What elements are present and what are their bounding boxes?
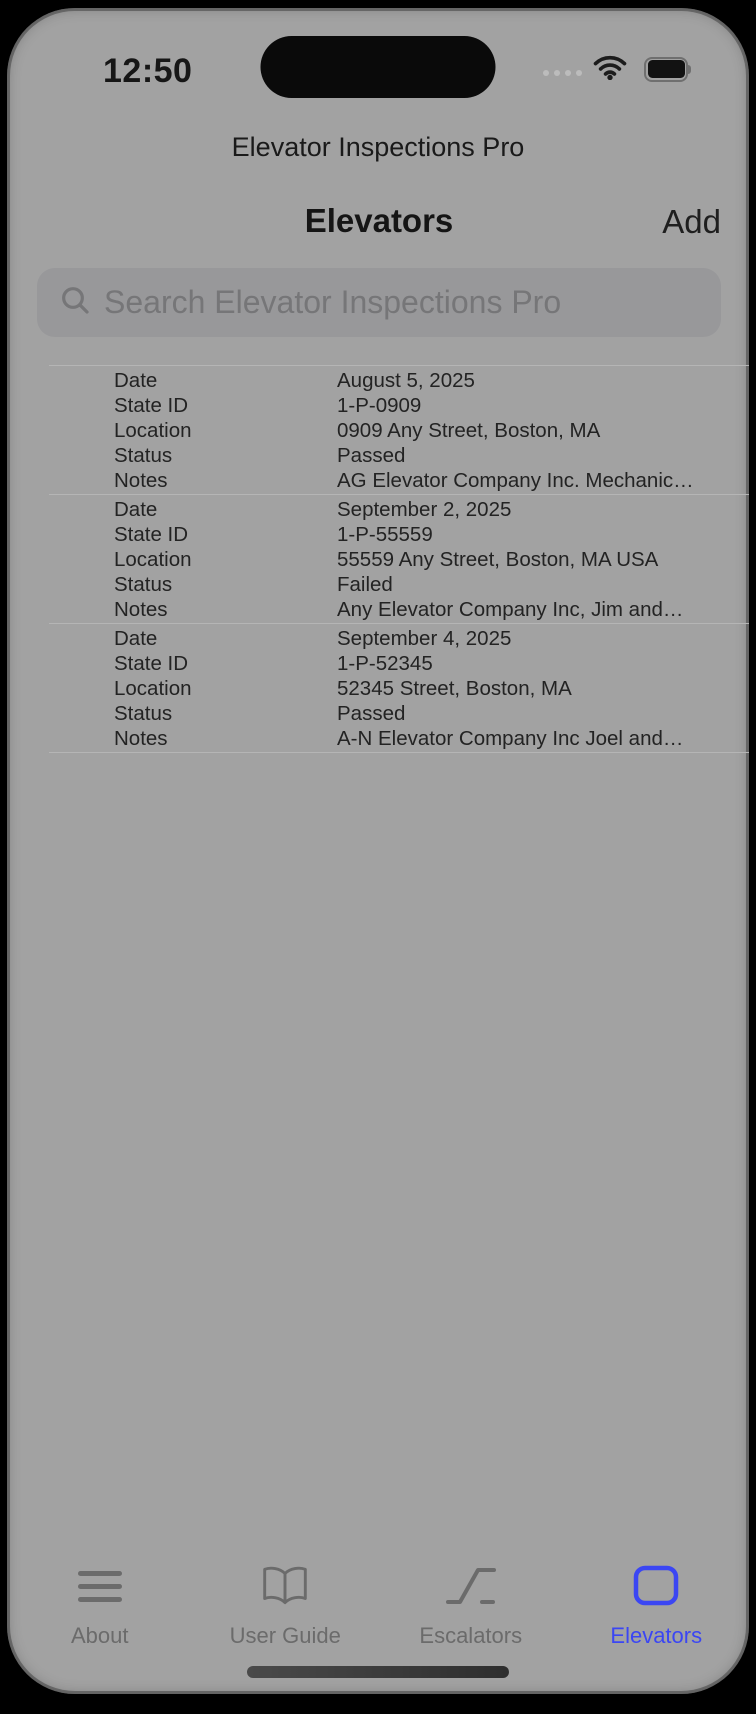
nav-header: [37, 202, 721, 244]
field-label: State ID: [114, 651, 189, 675]
field-value: Passed: [337, 443, 406, 467]
field-value: 55559 Any Street, Boston, MA USA: [337, 547, 659, 571]
field-value: Any Elevator Company Inc, Jim and…: [337, 597, 684, 621]
field-label: State ID: [114, 393, 189, 417]
add-button[interactable]: Add: [662, 203, 721, 240]
field-value: 52345 Street, Boston, MA: [337, 676, 572, 700]
field-label: State ID: [114, 522, 189, 546]
tab-label: Escalators: [419, 1623, 523, 1648]
dynamic-island: [261, 36, 496, 98]
home-indicator[interactable]: [247, 1666, 509, 1678]
inspection-list: [7, 365, 749, 753]
wifi-icon: [593, 54, 627, 85]
app-title: Elevator Inspections Pro: [231, 132, 525, 162]
field-label: Date: [114, 368, 158, 392]
field-value: 0909 Any Street, Boston, MA: [337, 418, 601, 442]
field-label: Notes: [114, 726, 168, 750]
escalator-icon: [445, 1561, 497, 1611]
tab-label: User Guide: [229, 1623, 341, 1648]
status-bar-time: 12:50: [103, 52, 193, 90]
elevator-icon: [633, 1561, 679, 1611]
field-label: Date: [114, 497, 158, 521]
tab-elevators[interactable]: [564, 1561, 750, 1649]
tab-about[interactable]: [7, 1561, 193, 1649]
field-value: August 5, 2025: [337, 368, 475, 392]
field-value: A-N Elevator Company Inc Joel and…: [337, 726, 684, 750]
field-label: Location: [114, 418, 192, 442]
list-item[interactable]: [49, 494, 749, 623]
tab-user-guide[interactable]: [193, 1561, 379, 1649]
field-value: AG Elevator Company Inc. Mechanic…: [337, 468, 694, 492]
list-item[interactable]: [49, 365, 749, 494]
status-bar-icons: [543, 54, 691, 84]
field-label: Location: [114, 547, 192, 571]
tab-escalators[interactable]: [378, 1561, 564, 1649]
cellular-dots-icon: [543, 70, 582, 76]
tab-bar: [7, 1561, 749, 1649]
field-value: 1-P-55559: [337, 522, 433, 546]
tab-label: About: [71, 1623, 129, 1648]
search-icon: [59, 284, 91, 321]
menu-lines-icon: [77, 1561, 123, 1611]
field-label: Notes: [114, 597, 168, 621]
list-item[interactable]: [49, 623, 749, 753]
battery-icon: [644, 57, 691, 82]
field-value: Failed: [337, 572, 393, 596]
book-icon: [260, 1561, 310, 1611]
field-label: Status: [114, 572, 173, 596]
field-label: Status: [114, 443, 173, 467]
search-input[interactable]: [37, 268, 721, 337]
field-value: September 4, 2025: [337, 626, 512, 650]
field-label: Notes: [114, 468, 168, 492]
field-label: Location: [114, 676, 192, 700]
field-value: Passed: [337, 701, 406, 725]
phone-screen: [7, 8, 749, 1694]
field-value: September 2, 2025: [337, 497, 512, 521]
field-value: 1-P-52345: [337, 651, 433, 675]
tab-label: Elevators: [610, 1623, 703, 1648]
field-label: Date: [114, 626, 158, 650]
search-placeholder: Search Elevator Inspections Pro: [104, 284, 562, 320]
field-value: 1-P-0909: [337, 393, 422, 417]
page-title: Elevators: [304, 202, 454, 239]
field-label: Status: [114, 701, 173, 725]
